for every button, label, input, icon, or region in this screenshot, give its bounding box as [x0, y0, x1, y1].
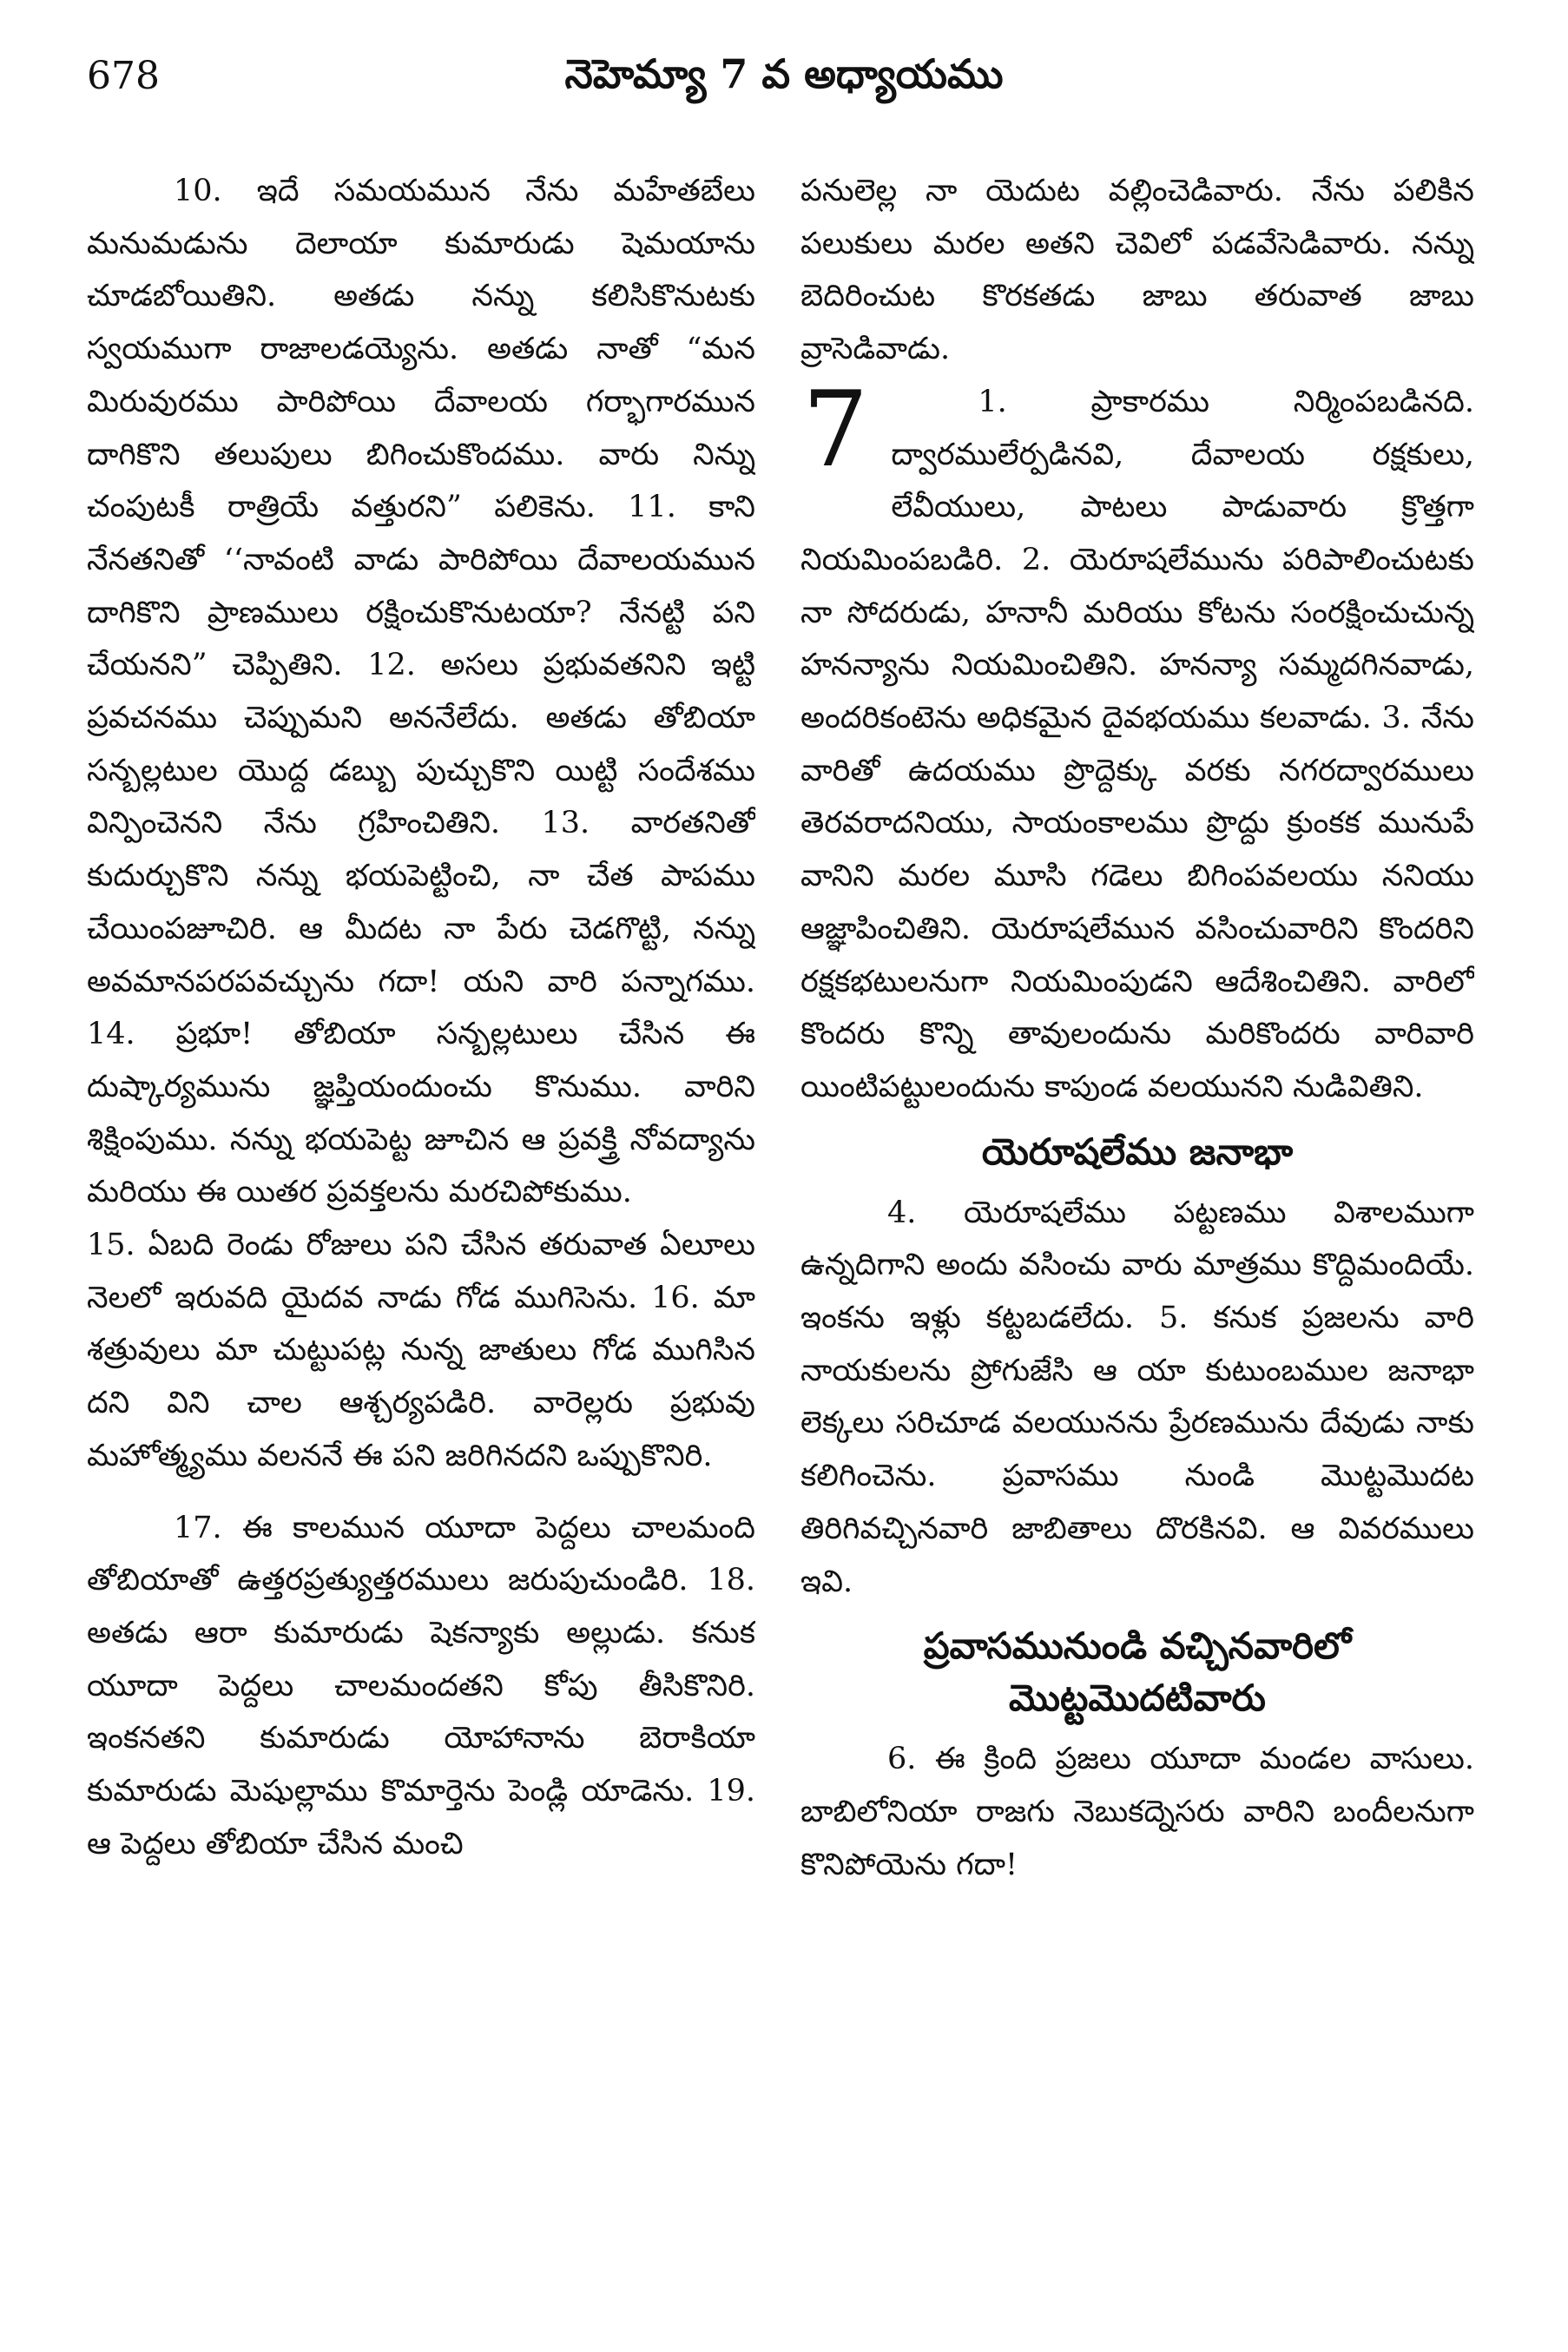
chapter-7-block: [800, 369, 1474, 1114]
section-heading-line-1: ప్రవాసమునుండి వచ్చినవారిలో: [923, 1624, 1352, 1668]
running-head: నెహెమ్యా 7 వ అధ్యాయము: [564, 50, 1004, 97]
paragraph-verses-4-5: 4. యెరూషలేము పట్టణము విశాలముగా ఉన్నదిగాని అందు వసించు వారు మాత్రము కొద్దిమందియే. ఇంకను ఇళ్లు కట్టబడలేదు. 5. కనుక ప్రజలను వారి నాయకులను ప్రోగుజేసి ఆ యా కుటుంబముల జనాభా లెక్కలు సరిచూడ వలయునను ప్రేరణమును దేవుడు నాకు కలిగించెను. ప్రవాసము నుండి మొట్టమొదట తిరిగివచ్చినవారి జాబితాలు దొరకినవి. ఆ వివరములు ఇవి.: [800, 1195, 1474, 1599]
paragraph-continuation: పనులెల్ల నా యెదుట వల్లించెడివారు. నేను పలికిన పలుకులు మరల అతని చెవిలో పడవేసెడివారు. నన్ను బెదిరించుట కొరకతడు జాబు తరువాత జాబు వ్రాసెడివాడు.: [800, 174, 1474, 367]
paragraph-verse-6: 6. ఈ క్రింది ప్రజలు యూదా మండల వాసులు. బాబిలోనియా రాజగు నెబుకద్నెసరు వారిని బందీలనుగా కొనిపోయెను గదా!: [800, 1742, 1474, 1882]
section-heading-first-returnees: [800, 1620, 1474, 1724]
paragraph-verses-17-19: 17. ఈ కాలమున యూదా పెద్దలు చాలమంది తోబియాతో ఉత్తరప్రత్యుత్తరములు జరుపుచుండిరి. 18. అతడు ఆరా కుమారుడు షెకన్యాకు అల్లుడు. కనుక యూదా పెద్దలు చాలమందతని కోపు తీసికొనిరి. ఇంకనతని కుమారుడు యోహానాను బెరాకియా కుమారుడు మెషుల్లాము కొమార్తెను పెండ్లి యాడెను. 19. ఆ పెద్దలు తోబియా చేసిన మంచి: [87, 1510, 755, 1861]
paragraph-verses-10-14: 10. ఇదే సమయమున నేను మహేతబేలు మనుమడును దెలాయా కుమారుడు షెమయాను చూడబోయితిని. అతడు నన్ను కలిసికొనుటకు స్వయముగా రాజాలడయ్యెను. అతడు నాతో “మన మిరువురము పారిపోయి దేవాలయ గర్భాగారమున దాగికొని తలుపులు బిగించుకొందము. వారు నిన్ను చంపుటకీ రాత్రియే వత్తురని” పలికెను. 11. కాని నేనతనితో ‘‘నావంటి వాడు పారిపోయి దేవాలయమున దాగికొని ప్రాణములు రక్షించుకొనుటయా? నేనట్టి పని చేయనని” చెప్పితిని. 12. అసలు ప్రభువతనిని ఇట్టి ప్రవచనము చెప్పుమని అననేలేదు. అతడు తోబియా సన్బల్లటుల యొద్ద డబ్బు పుచ్చుకొని యిట్టి సందేశము విన్పించెనని నేను గ్రహించితిని. 13. వారతనితో కుదుర్చుకొని నన్ను భయపెట్టించి, నా చేత పాపము చేయింపజూచిరి. ఆ మీదట నా పేరు చెడగొట్టి, నన్ను అవమానపరపవచ్చును గదా! యని వారి పన్నాగము. 14. ప్రభూ! తోబియా సన్బల్లటులు చేసిన ఈ దుష్కార్యమును జ్ఞప్తియందుంచు కొనుము. వారిని శిక్షింపుము. నన్ను భయపెట్ట జూచిన ఆ ప్రవక్త్రి నోవద్యాను మరియు ఈ యితర ప్రవక్తలను మరచిపోకుము.: [87, 174, 755, 1210]
section-heading-line-2: మొట్టమొదటివారు: [1009, 1677, 1266, 1720]
left-column: [87, 165, 755, 2336]
paragraph-verses-1-3: 1. ప్రాకారము నిర్మింపబడినది. ద్వారములేర్పడినవి, దేవాలయ రక్షకులు, లేవీయులు, పాటలు పాడువారు క్రొత్తగా నియమింపబడిరి. 2. యెరూషలేమును పరిపాలించుటకు నా సోదరుడు, హనానీ మరియు కోటను సంరక్షించుచున్న హనన్యాను నియమించితిని. హనన్యా సమ్మదగినవాడు, అందరికంటెను అధికమైన దైవభయము కలవాడు. 3. నేను వారితో ఉదయము ప్రొద్దెక్కు వరకు నగరద్వారములు తెరవరాదనియు, సాయంకాలము ప్రొద్దు క్రుంకక మునుపే వానిని మరల మూసి గడెలు బిగింపవలయు ననియు ఆజ్ఞాపించితిని. యెరూషలేమున వసించువారిని కొందరిని రక్షకభటులనుగా నియమింపుడని ఆదేశించితిని. వారిలో కొందరు కొన్ని తావులందును మరికొందరు వారివారి యింటిపట్టులందును కాపుండ వలయునని నుడివితిని.: [800, 384, 1474, 1104]
paragraph-verses-15-16: 15. ఏబది రెండు రోజులు పని చేసిన తరువాత ఏలూలు నెలలో ఇరువది యైదవ నాడు గోడ ముగిసెను. 16. మా శత్రువులు మా చుట్టుపట్ల నున్న జాతులు గోడ ముగిసిన దని విని చాల ఆశ్చర్యపడిరి. వారెల్లరు ప్రభువు మహోత్మ్యము వలననే ఈ పని జరిగినదని ఒప్పుకొనిరి.: [87, 1228, 755, 1473]
page-number: 678: [87, 54, 160, 98]
right-column: [800, 165, 1474, 2336]
chapter-numeral: 7: [802, 369, 869, 491]
section-heading-population: యెరూషలేము జనాభా: [981, 1130, 1294, 1173]
